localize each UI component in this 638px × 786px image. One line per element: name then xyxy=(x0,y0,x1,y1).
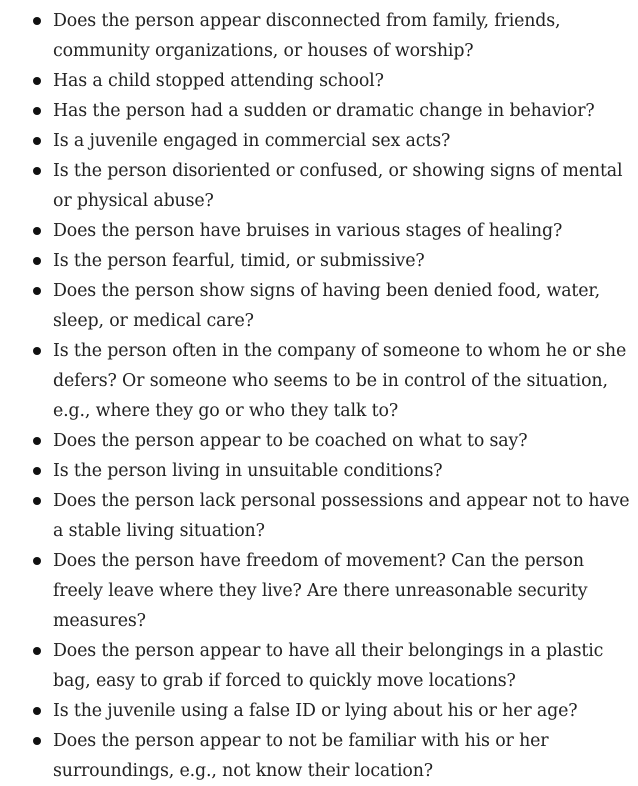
bullet-icon xyxy=(33,77,41,85)
list-item-text: Does the person appear to not be familiar with his or her surroundings, e.g., not know their location? xyxy=(53,731,549,781)
bullet-icon xyxy=(33,257,41,265)
list-item xyxy=(0,336,638,426)
bullet-icon xyxy=(33,167,41,175)
list-item-text: Does the person have freedom of movement? Can the person freely leave where they live? Are there unreasonable security measures? xyxy=(53,551,588,631)
list-item xyxy=(0,546,638,636)
list-item-text: Does the person lack personal possessions and appear not to have a stable living situation? xyxy=(53,491,630,541)
bullet-icon xyxy=(33,707,41,715)
bullet-icon xyxy=(33,227,41,235)
list-item-text: Is the person fearful, timid, or submissive? xyxy=(53,251,425,271)
list-item xyxy=(0,216,638,246)
bullet-icon xyxy=(33,437,41,445)
list-item xyxy=(0,6,638,66)
list-item xyxy=(0,246,638,276)
bullet-icon xyxy=(33,467,41,475)
list-item-text: Is a juvenile engaged in commercial sex acts? xyxy=(53,131,451,151)
list-item xyxy=(0,66,638,96)
bullet-icon xyxy=(33,287,41,295)
list-item xyxy=(0,156,638,216)
bullet-icon xyxy=(33,557,41,565)
list-item-text: Does the person appear to have all their belongings in a plastic bag, easy to grab if forced to quickly move locations? xyxy=(53,641,604,691)
list-item-text: Has the person had a sudden or dramatic change in behavior? xyxy=(53,101,595,121)
bullet-icon xyxy=(33,137,41,145)
indicator-question-list xyxy=(0,6,638,786)
bullet-icon xyxy=(33,737,41,745)
list-item-text: Does the person have bruises in various stages of healing? xyxy=(53,221,563,241)
list-item xyxy=(0,636,638,696)
list-item-text: Is the person often in the company of someone to whom he or she defers? Or someone who seems to be in control of the situation, e.g., where they go or who they talk to? xyxy=(53,341,627,421)
list-item xyxy=(0,126,638,156)
list-item-text: Does the person appear disconnected from family, friends, community organizations, or houses of worship? xyxy=(53,11,561,61)
list-item xyxy=(0,726,638,786)
list-item xyxy=(0,696,638,726)
list-item xyxy=(0,456,638,486)
bullet-icon xyxy=(33,347,41,355)
list-item xyxy=(0,426,638,456)
bullet-icon xyxy=(33,497,41,505)
list-item-text: Has a child stopped attending school? xyxy=(53,71,384,91)
bullet-icon xyxy=(33,17,41,25)
list-item-text: Does the person appear to be coached on what to say? xyxy=(53,431,528,451)
list-item xyxy=(0,486,638,546)
list-item-text: Does the person show signs of having been denied food, water, sleep, or medical care? xyxy=(53,281,601,331)
list-item-text: Is the person disoriented or confused, or showing signs of mental or physical abuse? xyxy=(53,161,623,211)
list-item xyxy=(0,276,638,336)
list-item-text: Is the juvenile using a false ID or lying about his or her age? xyxy=(53,701,578,721)
bullet-icon xyxy=(33,647,41,655)
bullet-icon xyxy=(33,107,41,115)
list-item xyxy=(0,96,638,126)
list-item-text: Is the person living in unsuitable conditions? xyxy=(53,461,443,481)
